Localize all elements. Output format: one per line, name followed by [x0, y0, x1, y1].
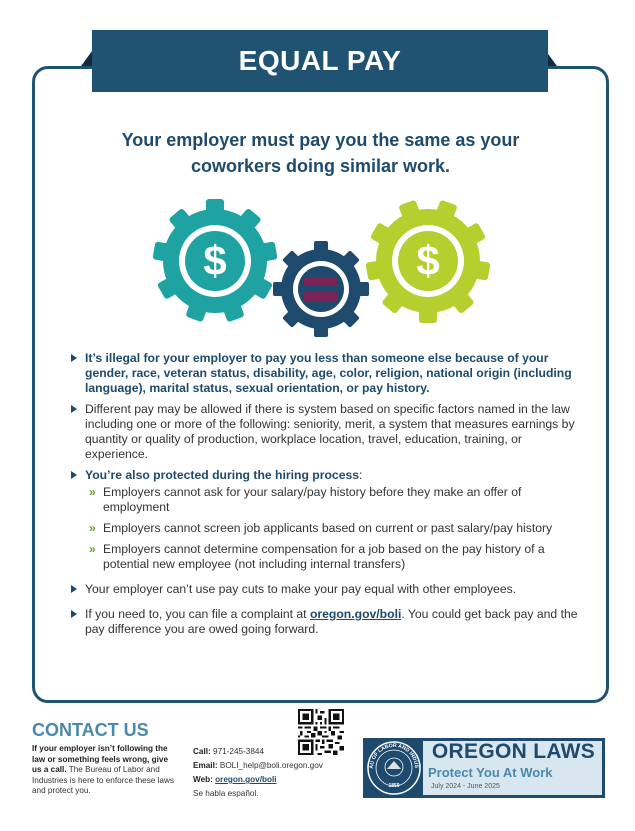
contact-heading: CONTACT US [32, 720, 149, 740]
sub-list-item: » Employers cannot ask for your salary/pay history before they make an offer of employment [89, 485, 522, 514]
svg-text:1859: 1859 [388, 783, 400, 789]
intro-line-1: Your employer must pay you the same as your [121, 130, 520, 150]
triangle-bullet-icon [71, 585, 77, 593]
title-banner [92, 30, 548, 92]
sub-list-item: » Employers cannot determine compensation for a job based on the pay history of a potential new employee (not including internal transfers) [89, 542, 545, 571]
list-item: If you need to, you can file a complaint at oregon.gov/boli. You could get back pay and the pay difference you are owed going forward. [71, 607, 581, 637]
intro-line-2: coworkers doing similar work. [190, 156, 451, 176]
left-dollar-symbol: $ [203, 237, 227, 284]
boli-seal-icon [367, 741, 421, 795]
intro-heading [35, 127, 606, 179]
chevron-right-icon: » [89, 521, 96, 535]
left-dollar-gear-icon [152, 199, 277, 322]
triangle-bullet-icon [71, 471, 77, 479]
oregon-laws-subtitle: Protect You At Work [428, 765, 553, 780]
list-item-hiring: You’re also protected during the hiring process: [71, 468, 581, 483]
triangle-bullet-icon [71, 354, 77, 362]
main-panel [32, 66, 609, 703]
svg-text:BUREAU OF LABOR AND INDUSTRIES: AU OF LABOR AND INDUS [368, 742, 420, 769]
gears-illustration [145, 197, 495, 342]
web-link[interactable]: oregon.gov/boli [215, 775, 277, 784]
right-dollar-gear-icon [365, 200, 490, 323]
contact-description: If your employer isn’t following the law or something feels wrong, give us a call. The Bureau of Labor and Industries is here to enforce these laws and protect you. [32, 744, 174, 796]
chevron-right-icon: » [89, 542, 96, 556]
list-item: Your employer can’t use pay cuts to make your pay equal with other employees. [71, 582, 581, 597]
boli-website-link[interactable]: oregon.gov/boli [309, 607, 402, 621]
badge-text-area [423, 741, 602, 795]
page-title: EQUAL PAY [238, 45, 402, 76]
oregon-laws-dates: July 2024 - June 2025 [431, 783, 500, 790]
rights-list [71, 351, 581, 643]
list-item: Different pay may be allowed if there is system based on specific factors named in the law including one or more of the following: seniority, merit, a system that measures earnings by quantity or quality of production, workplace location, travel, education, training, or experience. [71, 402, 581, 462]
triangle-bullet-icon [71, 610, 77, 618]
triangle-bullet-icon [71, 405, 77, 413]
oregon-laws-title: OREGON LAWS [431, 740, 596, 763]
equals-gear-icon [273, 241, 369, 337]
chevron-right-icon: » [89, 485, 96, 499]
spanish-note: Se habla español. [193, 789, 259, 798]
sub-list-item: » Employers cannot screen job applicants based on current or past salary/pay history [89, 521, 553, 535]
email-address[interactable]: BOLI_help@boli.oregon.gov [217, 761, 323, 770]
list-item: It’s illegal for your employer to pay you less than someone else because of your gender, race, veteran status, disability, age, color, religion, national origin (including language), marital status, sexual orientation, or pay history. [71, 351, 581, 396]
contact-info: Call: 971-245-3844 Email: BOLI_help@boli.oregon.gov Web: oregon.gov/boli Se habla español. [193, 745, 323, 801]
phone-number[interactable]: 971-245-3844 [210, 747, 265, 756]
right-dollar-symbol: $ [416, 237, 440, 284]
oregon-laws-badge [363, 738, 605, 798]
